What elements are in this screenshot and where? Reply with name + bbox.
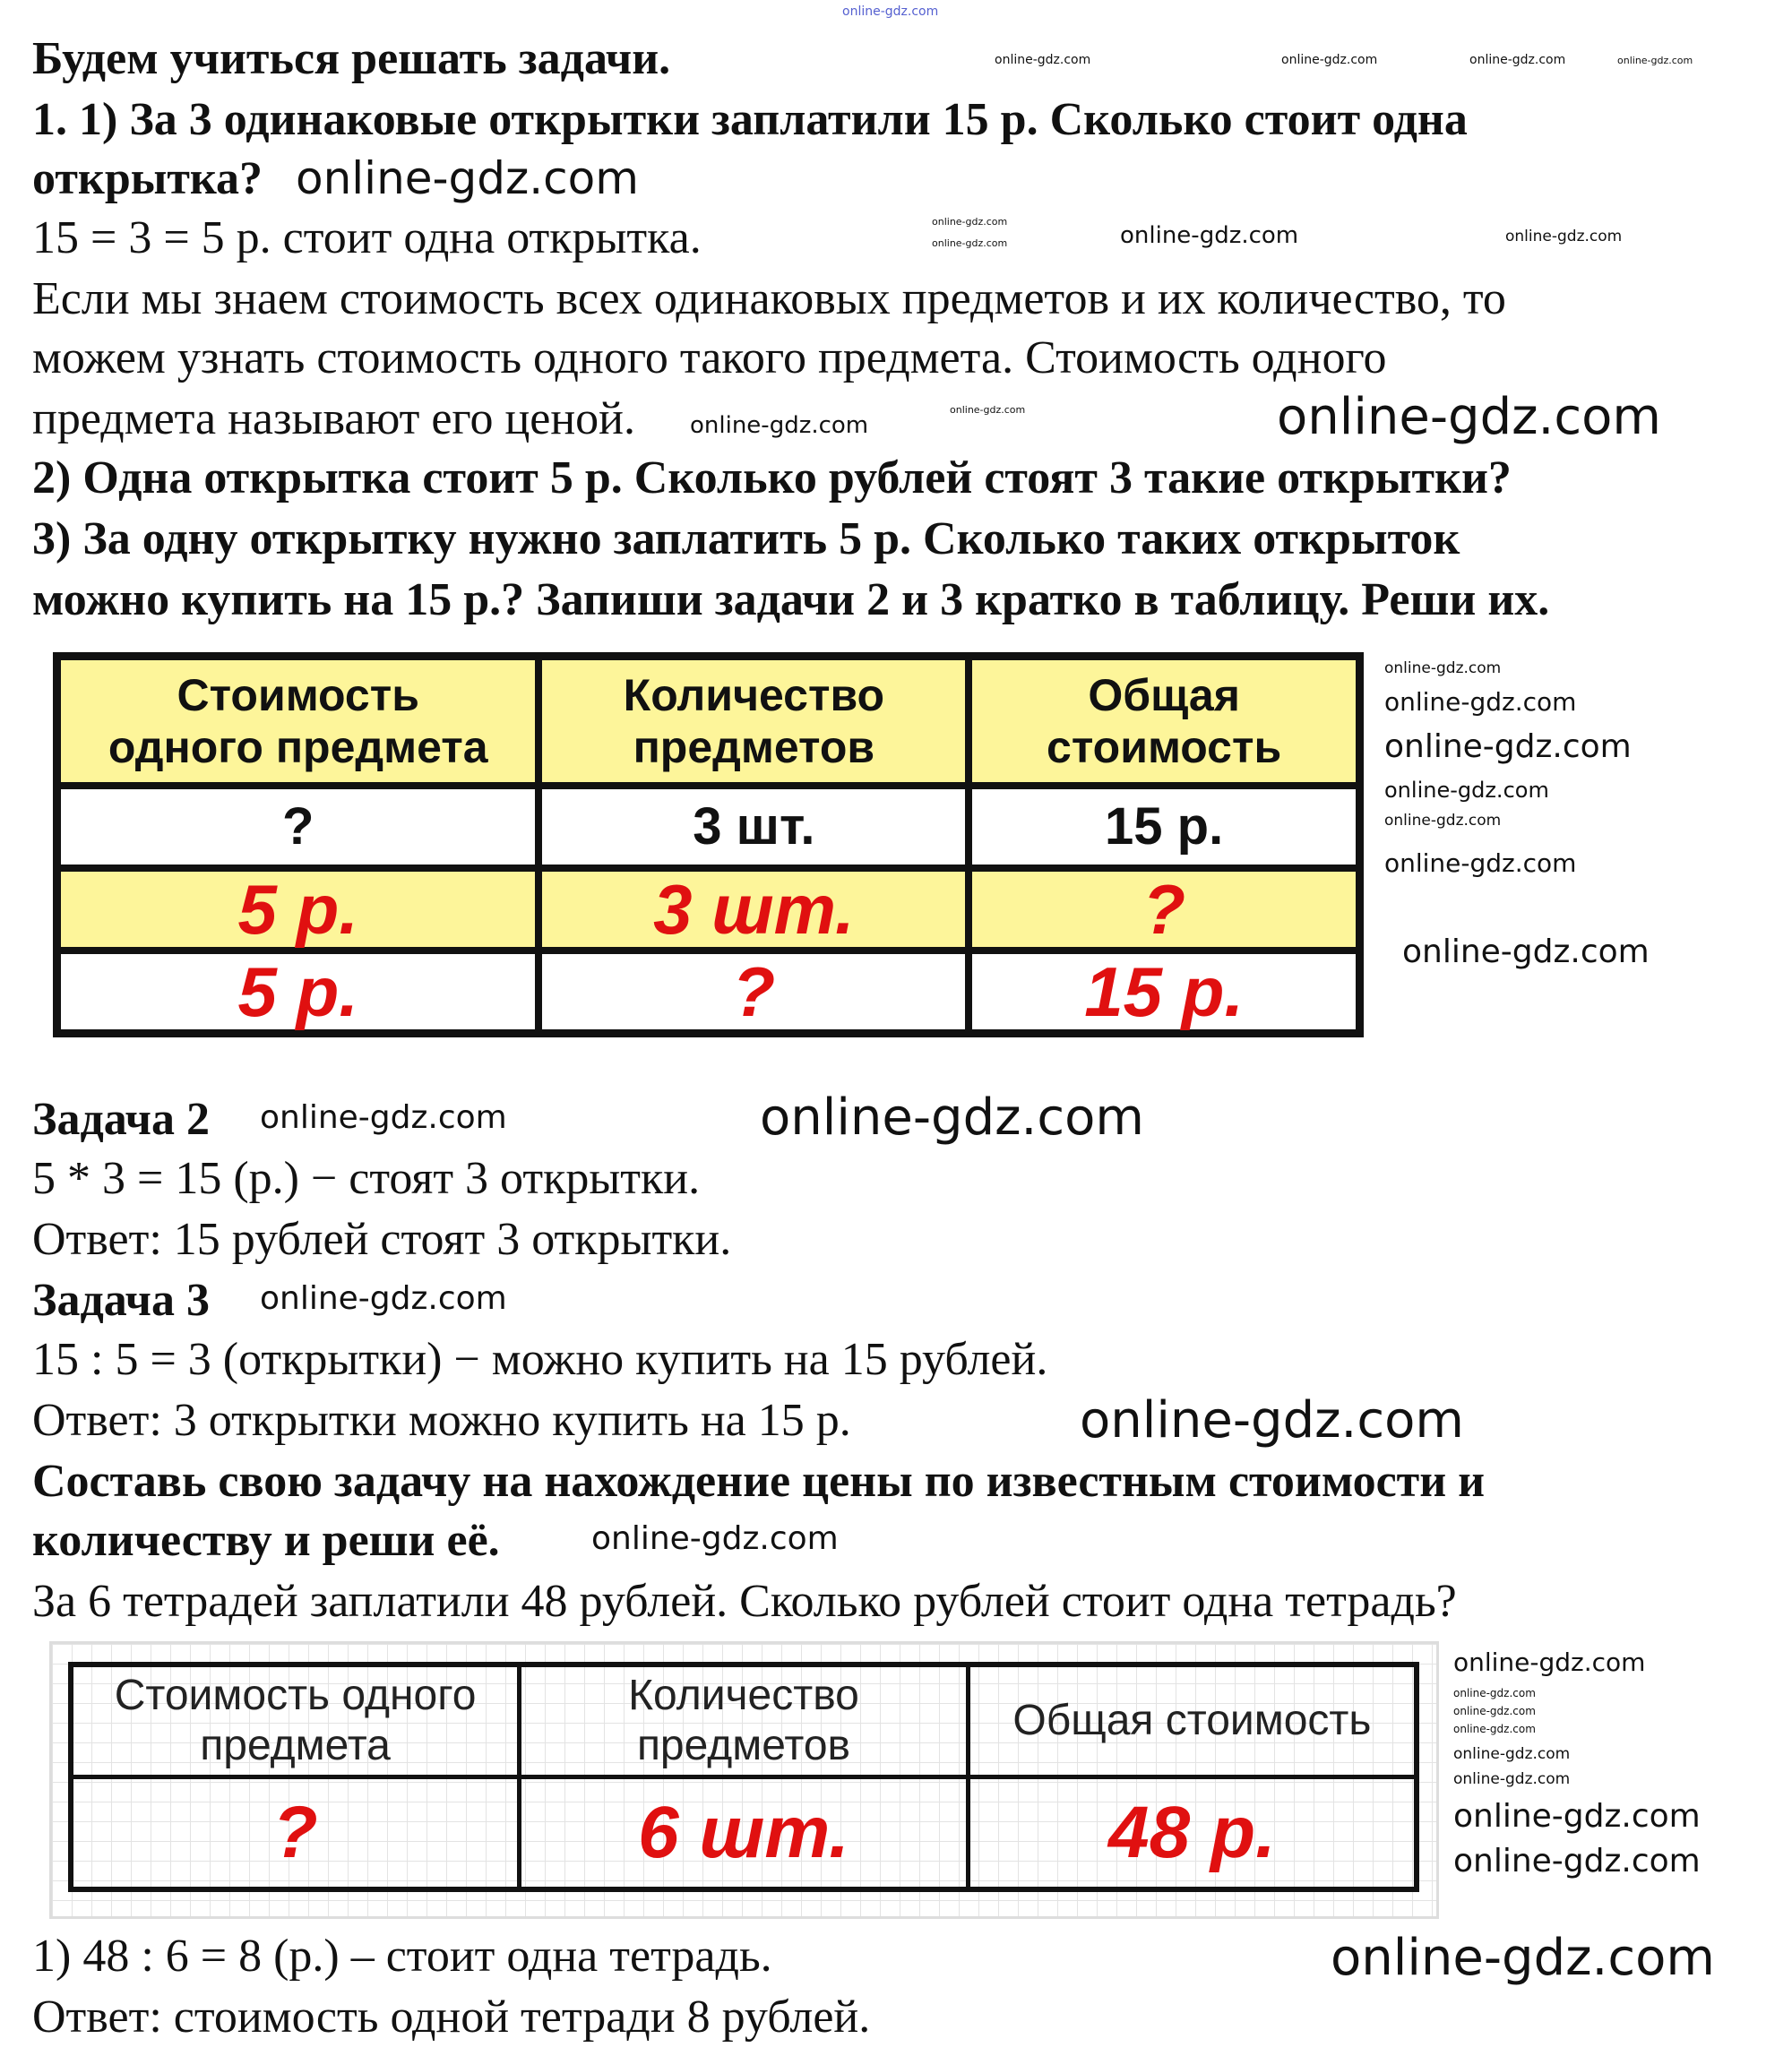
header-text: Стоимость (177, 670, 419, 720)
own-task-prompt-line2: количеству и реши её. (32, 1515, 500, 1566)
watermark: online-gdz.com (1453, 1647, 1646, 1677)
watermark: online-gdz.com (1384, 778, 1549, 803)
watermark: online-gdz.com (1453, 1843, 1701, 1880)
own-task-text: За 6 тетрадей заплатили 48 рублей. Сколько рублей стоит одна тетрадь? (32, 1576, 1457, 1627)
table-cell: 3 шт. (538, 868, 969, 951)
rule-line1: Если мы знаем стоимость всех одинаковых предметов и их количество, то (32, 273, 1506, 324)
task3-title: Задача 3 (32, 1275, 210, 1326)
watermark: online-gdz.com (260, 1280, 507, 1317)
table-row (71, 1777, 1417, 1890)
watermark: online-gdz.com (1080, 1391, 1464, 1450)
watermark: online-gdz.com (995, 53, 1091, 67)
own-task-table (68, 1662, 1419, 1892)
task3-solution: 15 : 5 = 3 (открытки) − можно купить на 15 рублей. (32, 1334, 1048, 1385)
watermark: online-gdz.com (1384, 848, 1577, 878)
task3-answer: Ответ: 3 открытки можно купить на 15 р. (32, 1395, 851, 1446)
header-quantity (520, 1665, 969, 1777)
short-notation-table (53, 652, 1364, 1037)
rule-line3: предмета называют его ценой. (32, 393, 636, 444)
watermark: online-gdz.com (1453, 1770, 1571, 1788)
task1-question1-line1: 1. 1) За 3 одинаковые открытки заплатили 15 р. Сколько стоит одна (32, 94, 1468, 145)
watermark: online-gdz.com (1120, 222, 1299, 249)
watermark: online-gdz.com (1505, 228, 1623, 245)
rule-line2: можем узнать стоимость одного такого предмета. Стоимость одного (32, 332, 1387, 383)
watermark: online-gdz.com (690, 412, 869, 439)
task1-answer1: 15 = 3 = 5 р. стоит одна открытка. (32, 212, 702, 263)
header-unit-price (71, 1665, 520, 1777)
header-text: одного предмета (108, 722, 488, 772)
table-row (57, 951, 1360, 1034)
grid-paper-table-container (49, 1641, 1439, 1919)
own-task-prompt-line1: Составь свою задачу на нахождение цены по известным стоимости и (32, 1456, 1486, 1507)
table-header-row (71, 1665, 1417, 1777)
watermark: online-gdz.com (296, 152, 639, 204)
header-total-cost: Общая стоимость (968, 1665, 1417, 1777)
page-title: Будем учиться решать задачи. (32, 33, 671, 84)
final-solution: 1) 48 : 6 = 8 (р.) – стоит одна тетрадь. (32, 1931, 772, 1982)
task1-question3-line2: можно купить на 15 р.? Запиши задачи 2 и 3 кратко в таблицу. Реши их. (32, 574, 1550, 625)
watermark: online-gdz.com (1617, 55, 1693, 66)
header-text: стоимость (1047, 722, 1282, 772)
watermark: online-gdz.com (1453, 1745, 1571, 1763)
watermark: online-gdz.com (260, 1099, 507, 1136)
table-cell: 6 шт. (520, 1777, 969, 1890)
task1-question3-line1: 3) За одну открытку нужно заплатить 5 р. Сколько таких открыток (32, 513, 1460, 564)
table-cell: 15 р. (969, 786, 1359, 868)
table-cell: ? (57, 786, 539, 868)
header-text: Общая (1088, 670, 1240, 720)
watermark: online-gdz.com (932, 237, 1008, 249)
watermark: online-gdz.com (1384, 728, 1632, 765)
watermark: online-gdz.com (1453, 1723, 1536, 1735)
watermark: online-gdz.com (1469, 53, 1566, 67)
watermark: online-gdz.com (1281, 53, 1378, 67)
task2-title: Задача 2 (32, 1094, 210, 1145)
table-cell: 15 р. (969, 951, 1359, 1034)
watermark: online-gdz.com (1384, 687, 1577, 717)
watermark: online-gdz.com (1384, 659, 1502, 677)
table-cell: 48 р. (968, 1777, 1417, 1890)
header-total-cost (969, 657, 1359, 787)
table-row (57, 786, 1360, 868)
watermark: online-gdz.com (932, 216, 1008, 228)
task1-question2: 2) Одна открытка стоит 5 р. Сколько рублей стоят 3 такие открытки? (32, 452, 1512, 503)
watermark: online-gdz.com (760, 1088, 1144, 1147)
table-row (57, 868, 1360, 951)
table-header-row (57, 657, 1360, 787)
watermark: online-gdz.com (1384, 812, 1502, 830)
table-cell: ? (969, 868, 1359, 951)
watermark: online-gdz.com (1453, 1705, 1536, 1717)
watermark: online-gdz.com (1277, 388, 1661, 446)
task2-solution: 5 * 3 = 15 (р.) − стоят 3 открытки. (32, 1153, 701, 1204)
watermark: online-gdz.com (1453, 1798, 1701, 1835)
table-cell: 5 р. (57, 951, 539, 1034)
watermark: online-gdz.com (842, 4, 939, 19)
task1-question1-line2: открытка? (32, 153, 263, 204)
header-text: предметов (633, 722, 875, 772)
watermark: online-gdz.com (950, 404, 1026, 416)
header-unit-price (57, 657, 539, 787)
header-text: Количество (628, 1672, 859, 1719)
header-text: предмета (200, 1722, 391, 1769)
task2-answer: Ответ: 15 рублей стоят 3 открытки. (32, 1214, 732, 1265)
table-cell: ? (538, 951, 969, 1034)
table-cell: 5 р. (57, 868, 539, 951)
table-cell: ? (71, 1777, 520, 1890)
header-text: предметов (636, 1722, 851, 1769)
final-answer: Ответ: стоимость одной тетради 8 рублей. (32, 1991, 871, 2043)
watermark: online-gdz.com (591, 1520, 839, 1557)
table-cell: 3 шт. (538, 786, 969, 868)
watermark: online-gdz.com (1402, 933, 1650, 970)
header-text: Стоимость одного (114, 1672, 477, 1719)
watermark: online-gdz.com (1331, 1929, 1715, 1987)
header-quantity (538, 657, 969, 787)
watermark: online-gdz.com (1453, 1687, 1536, 1699)
header-text: Количество (623, 670, 885, 720)
